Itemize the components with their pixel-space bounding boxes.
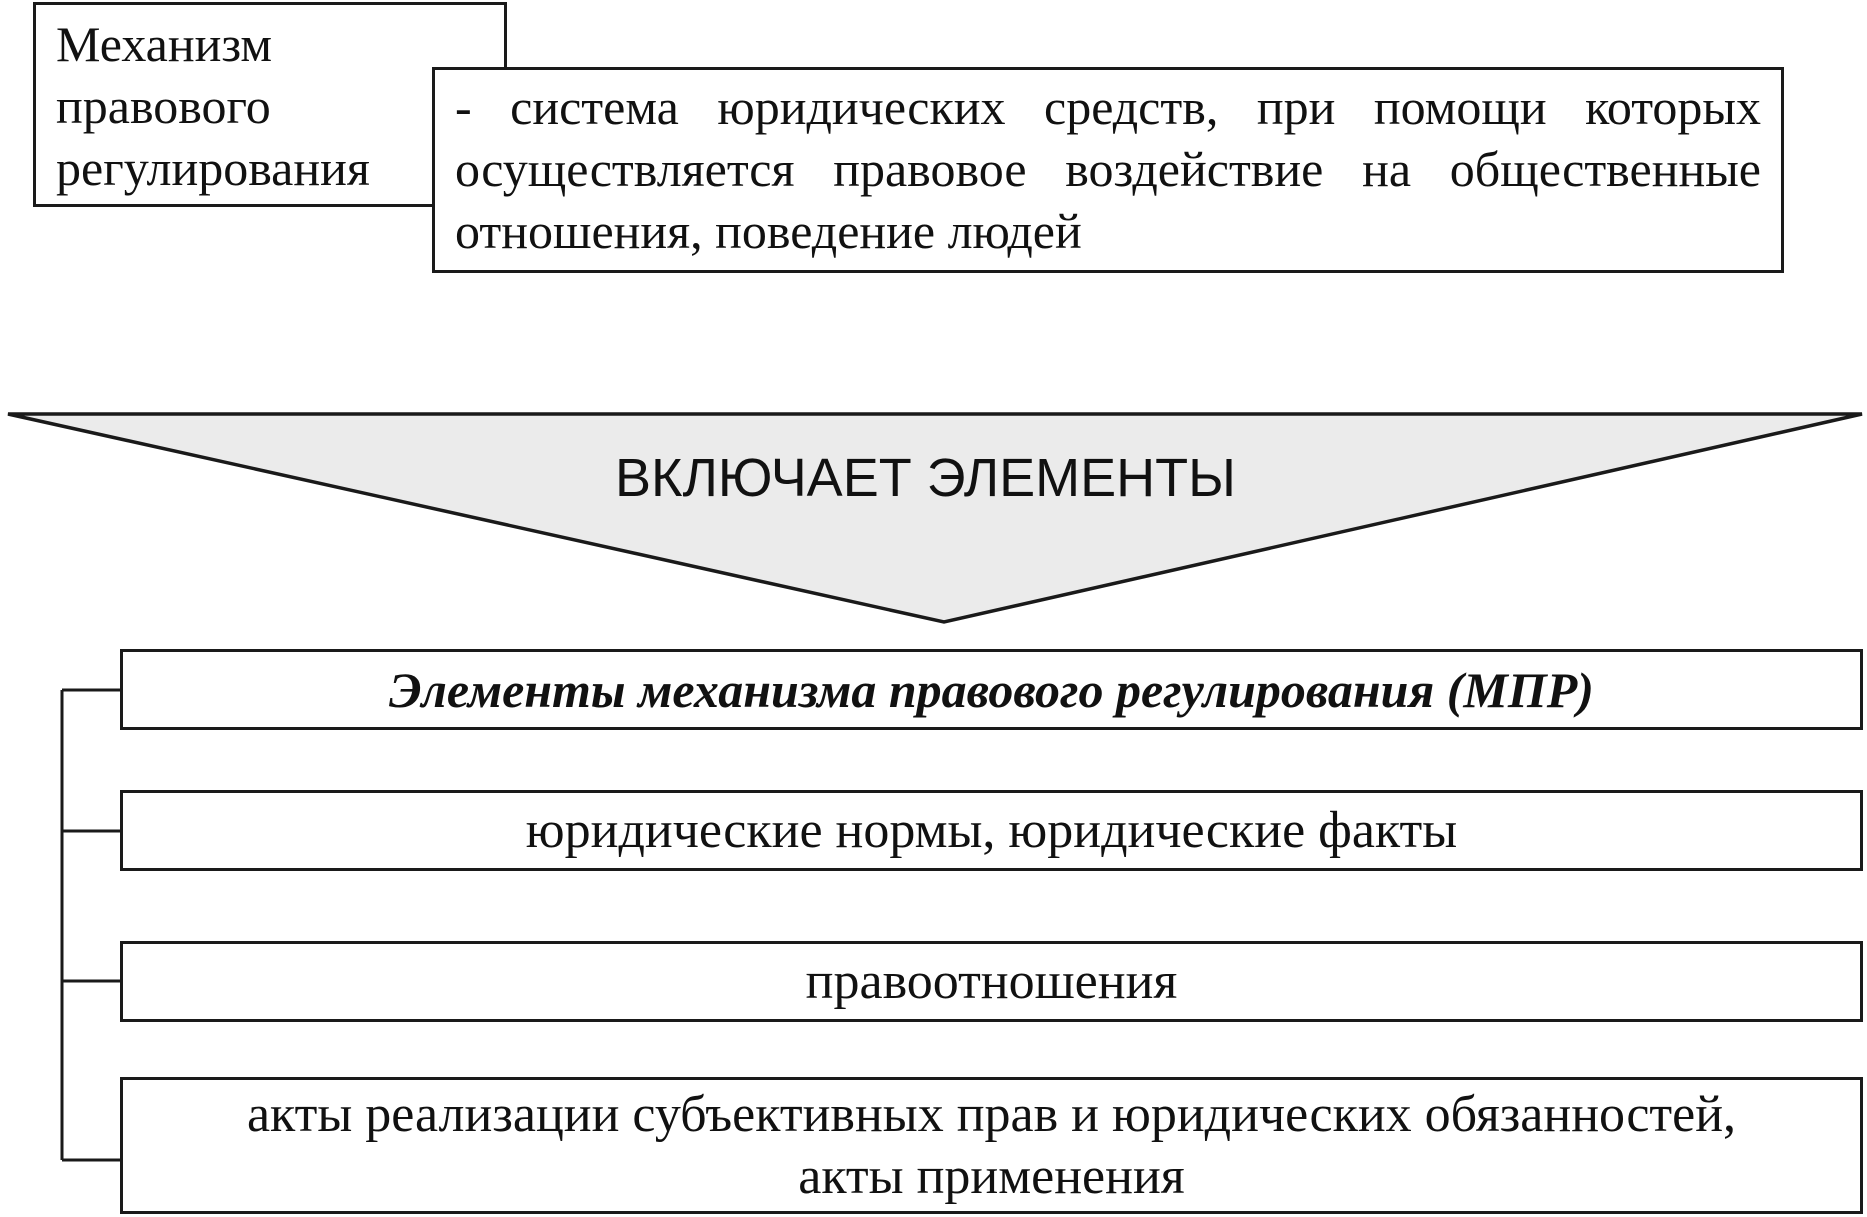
elements-title-box [120,649,1863,730]
arrow-label: ВКЛЮЧАЕТ ЭЛЕМЕНТЫ [615,448,1236,508]
definition-box [432,67,1784,273]
element-acts-box [120,1077,1863,1214]
elements-title: Элементы механизма правового регулирования (МПР) [389,661,1594,718]
element-norms-text: юридические нормы, юридические факты [525,801,1458,859]
term-line-1: Механизм [56,16,273,72]
includes-arrow [0,400,1867,630]
element-relations-text: правоотношения [805,952,1178,1010]
element-norms-box [120,790,1863,871]
arrow-shape [8,414,1862,622]
term-line-3: регулирования [56,140,370,196]
definition-text: - система юридических средств, при помощи которых осуществляется правовое воздействие на общественные отношения, поведение людей [455,79,1761,259]
element-acts-line-2: акты применения [798,1147,1185,1205]
term-line-2: правового [56,78,271,134]
element-acts-line-1: акты реализации субъективных прав и юридических обязанностей, [246,1085,1737,1143]
element-relations-box [120,941,1863,1022]
